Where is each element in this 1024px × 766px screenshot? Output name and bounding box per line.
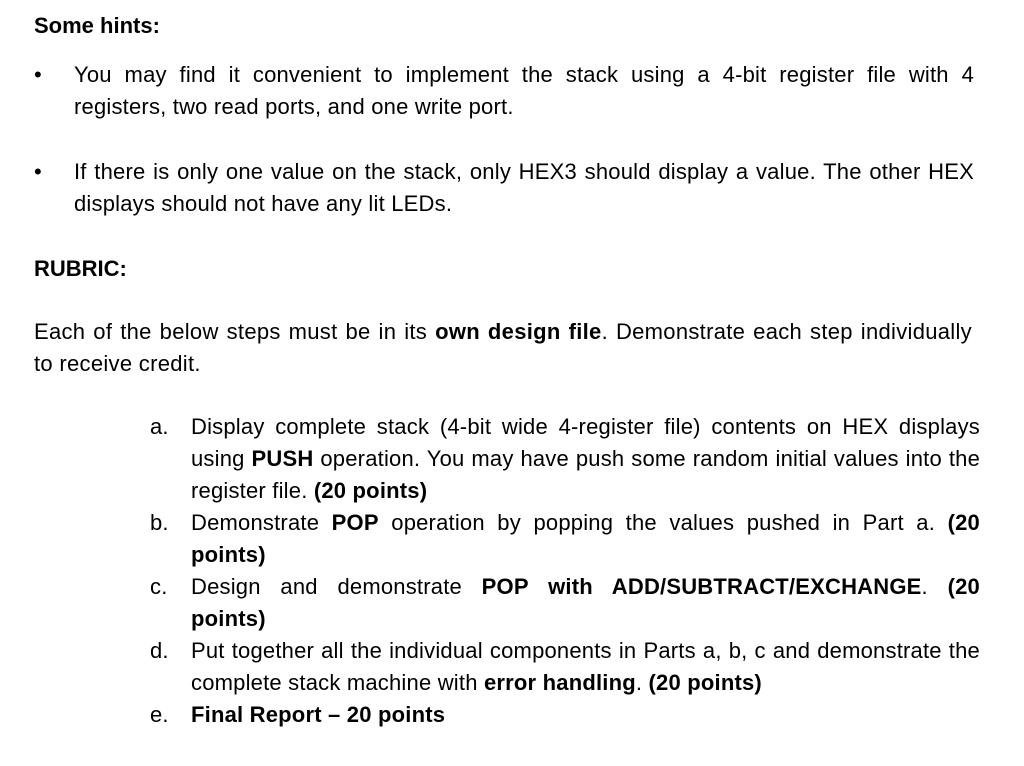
step-bold: error handling xyxy=(483,670,636,695)
step-marker: a. xyxy=(150,414,169,439)
step-bold: PUSH xyxy=(251,446,314,471)
intro-text-before: Each of the below steps must be in its xyxy=(34,319,436,344)
rubric-step-d xyxy=(150,635,980,699)
rubric-steps-list xyxy=(150,411,980,731)
step-text: Demonstrate xyxy=(191,510,332,535)
step-text: . xyxy=(921,574,948,599)
step-marker: d. xyxy=(150,638,169,663)
rubric-step-a xyxy=(150,411,980,507)
step-bold: POP xyxy=(331,510,379,535)
hint-text-1: You may find it convenient to implement the stack using a 4-bit register file with 4 registers, two read ports, and one write port. xyxy=(74,62,974,119)
rubric-intro-paragraph xyxy=(34,316,972,380)
step-marker: e. xyxy=(150,702,169,727)
rubric-step-c xyxy=(150,571,980,635)
intro-text-bold: own design file xyxy=(435,319,602,344)
rubric-heading: RUBRIC: xyxy=(34,256,127,281)
step-text: . xyxy=(635,670,649,695)
step-text: Design and demonstrate xyxy=(191,574,482,599)
step-text: operation by popping the values pushed in Part a. xyxy=(378,510,948,535)
step-marker: b. xyxy=(150,510,169,535)
step-bold: Final Report – 20 points xyxy=(191,702,446,727)
step-points: (20 points) xyxy=(313,478,428,503)
step-points: (20 points) xyxy=(648,670,762,695)
hint-text-2: If there is only one value on the stack, only HEX3 should display a value. The other HEX displays should not have any lit LEDs. xyxy=(74,159,974,216)
step-points: (20 points) xyxy=(191,574,980,631)
rubric-step-b xyxy=(150,507,980,571)
step-points: (20 points) xyxy=(191,510,980,567)
step-text: Put together all the individual components in Parts a, b, c and demonstrate the complete stack machine with xyxy=(191,638,980,695)
step-text: Display complete stack (4-bit wide 4-register file) contents on HEX displays using xyxy=(191,414,980,471)
intro-text-after: . Demonstrate each step individually to receive credit. xyxy=(34,319,972,376)
rubric-step-e xyxy=(150,699,980,731)
hints-heading: Some hints: xyxy=(34,13,160,38)
bullet-symbol: • xyxy=(34,62,42,87)
step-marker: c. xyxy=(150,574,168,599)
bullet-symbol: • xyxy=(34,159,42,184)
step-text: operation. You may have push some random initial values into the register file. xyxy=(191,446,981,503)
step-bold: POP with ADD/SUBTRACT/EXCHANGE xyxy=(481,574,922,599)
